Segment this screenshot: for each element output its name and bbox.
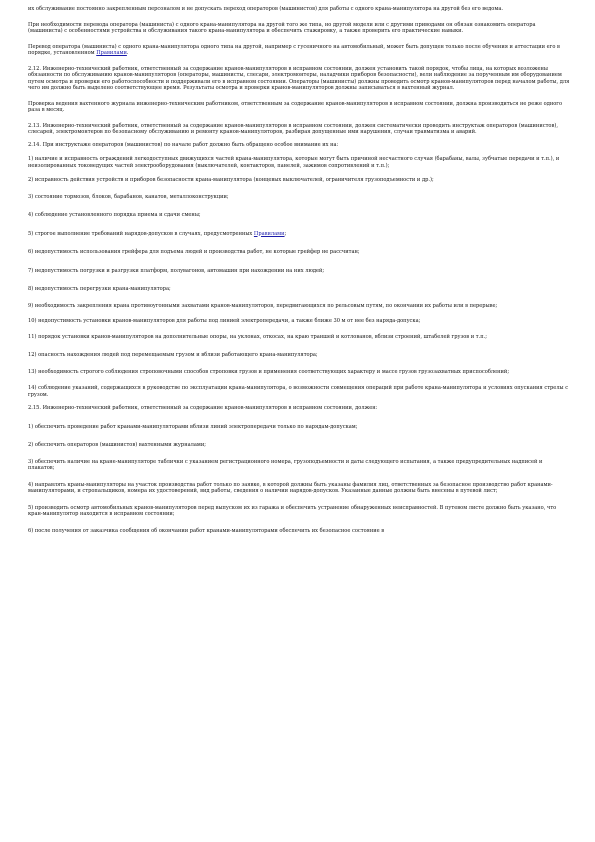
paragraph-text: 7) недопустимость погрузки и разгрузки платформ, полувагонов, автомашин при нахождении на них людей; xyxy=(28,267,325,274)
paragraph xyxy=(28,212,570,219)
paragraph-text: 5) строгое выполнение требований нарядов-допусков в случаях, предусмотренных xyxy=(28,230,254,237)
rules-link[interactable]: Правилами xyxy=(253,230,285,237)
punctuation: . xyxy=(126,50,129,56)
paragraph xyxy=(28,459,570,472)
paragraph xyxy=(28,318,570,325)
paragraph xyxy=(28,156,570,169)
paragraph-text: 12) опасность нахождения людей под перемещаемым грузом и вблизи работающего крана-манипулятора; xyxy=(28,352,318,358)
paragraph-text: 4) направлять краны-манипуляторы на участок производства работ только по заявке, в которой должны быть указаны фамилия лиц, ответственных за безопасное производство работ кранами-манипуляторами, и стропальщиков, номера их удостоверений, вид работы, сведения о наличии нарядов-допусков. Указанные данные должны быть внесены в путевой лист; xyxy=(28,481,553,494)
paragraph xyxy=(28,66,570,92)
punctuation: ; xyxy=(284,230,287,237)
paragraph-text: 2.13. Инженерно-технический работник, ответственный за содержание кранов-манипуляторов в исправном состоянии, должен систематически проводить инструктаж операторов (машинистов), слесарей, электромонтеров по безопасному обслуживанию и ремонту кранов-манипуляторов, разбирая допущенные ими нарушения, случаи травматизма и аварий. xyxy=(28,122,558,135)
paragraph-text: 2.14. При инструктаже операторов (машинистов) по начале работ должно быть обращено особое внимание их на: xyxy=(28,141,339,148)
paragraph-text: 4) соблюдение установленного порядка приема и сдачи смены; xyxy=(28,212,201,218)
paragraph xyxy=(28,6,570,13)
paragraph xyxy=(28,482,570,495)
paragraph-text: 2) обеспечить операторов (машинистов) вахтенными журналами; xyxy=(28,442,206,448)
paragraph xyxy=(28,123,570,136)
paragraph xyxy=(28,231,570,238)
paragraph-text: 2.12. Инженерно-технический работник, ответственный за содержание кранов-манипуляторов в исправном состоянии, должен установить такой порядок, чтобы лица, на которых возложены обязанности по обслуживанию кранов-манипуляторов (операторы, машинисты, слесари, электромонтеры, наладчики приборов безопасности), вели наблюдение за порученным им оборудованием путем осмотра и проверки его работоспособности и поддерживали его в исправном состоянии. Операторы (машинисты) должны проводить осмотр кранов-манипуляторов перед началом работы, для чего им должно быть выделено соответствующее время. Результаты осмотра и проверки кранов-манипуляторов должны записываться в вахтенный журнал. xyxy=(28,65,570,91)
rules-link[interactable]: Правилами xyxy=(96,50,127,56)
paragraph xyxy=(28,405,570,412)
paragraph xyxy=(28,528,570,535)
paragraph xyxy=(28,442,570,449)
paragraph xyxy=(28,369,570,376)
paragraph-text: 1) обеспечить проведение работ кранами-манипуляторами вблизи линий электропередачи только по нарядам-допускам; xyxy=(28,423,358,430)
paragraph xyxy=(28,101,570,114)
paragraph xyxy=(28,177,570,184)
paragraph-text: 6) недопустимость использования грейфера для подъема людей и производства работ, не которые грейфер не рассчитан; xyxy=(28,249,360,255)
paragraph-text: 5) производить осмотр автомобильных кранов-манипуляторов перед выпуском их из гаража и обеспечить устранение обнаруженных неисправностей. В путевом листе должно быть указано, что кран-манипулятор находится в исправном состоянии; xyxy=(28,504,557,517)
paragraph-text: 3) состояние тормозов, блоков, барабанов, канатов, металлоконструкции; xyxy=(28,193,229,200)
paragraph xyxy=(28,352,570,359)
paragraph xyxy=(28,22,570,35)
paragraph-text: Перевод оператора (машиниста) с одного крана-манипулятора одного типа на другой, например с гусеничного на автомобильный, может быть допущен только после обучения и аттестации его в порядке, установленном xyxy=(28,43,560,56)
paragraph xyxy=(28,249,570,256)
paragraph xyxy=(28,268,570,275)
paragraph-text: их обслуживание постоянно закрепленным персоналом и не допускать переход операторов (машинистов) для работы с одного крана-манипулятора на другой без его ведома. xyxy=(28,6,503,12)
paragraph-text: 8) недопустимость перегрузки крана-манипулятора; xyxy=(28,286,171,292)
paragraph-text: 6) после получения от заказчика сообщения об окончании работ кранами-манипуляторами обеспечить их безопасное состояние в xyxy=(28,527,385,534)
paragraph xyxy=(28,334,570,341)
paragraph-text: Проверка ведения вахтенного журнала инженерно-техническим работником, ответственным за содержание кранов-манипуляторов в исправном состоянии, должна производиться не реже одного раза в месяц. xyxy=(28,100,563,113)
paragraph xyxy=(28,424,570,431)
paragraph-text: 10) недопустимость установки кранов-манипуляторов для работы под линией электропередачи, а также ближе 30 м от нее без наряда-допуска; xyxy=(28,318,421,324)
paragraph-text: При необходимости перевода оператора (машиниста) с одного крана-манипулятора на другой того же типа, но другой модели или с другими приводами он обязан ознакомить оператора (машиниста) с особенностями устройства и обслуживания такого крана-манипулятора и обеспечить стажировку, а также проверить его практические навыки. xyxy=(28,21,536,34)
paragraph xyxy=(28,303,570,310)
paragraph xyxy=(28,194,570,201)
paragraph-text: 11) порядок установки кранов-манипуляторов на дополнительные опоры, на уклонах, откосах, на краю траншей и котлованов, вблизи строений, штабелей грузов и т.п.; xyxy=(28,333,487,340)
paragraph-text: 13) необходимость строгого соблюдения строповочными способов строповки грузов и применения соответствующих характеру и массе грузов грузозахватных приспособлений; xyxy=(28,368,510,375)
paragraph xyxy=(28,286,570,293)
paragraph-text: 3) обеспечить наличие на кране-манипуляторе таблички с указанием регистрационного номера, грузоподъемности и даты следующего испытания, а также предупредительных надписей и плакатов; xyxy=(28,458,543,471)
paragraph-text: 14) соблюдение указаний, содержащихся в руководстве по эксплуатации крана-манипулятора, о возможности совмещения операций при работе крана-манипулятора и условиях опускания стрелы с грузом. xyxy=(28,385,569,398)
document-page xyxy=(28,6,570,534)
paragraph-text: 2) исправность действия устройств и приборов безопасности крана-манипулятора (концевых выключателей, ограничителя грузоподъемности и др.); xyxy=(28,177,434,183)
paragraph xyxy=(28,44,570,57)
paragraph-text: 9) необходимость закрепления крана противоугонными захватами кранов-манипуляторов, передвигающихся по рельсовым путям, по окончании их работы или в перерыве; xyxy=(28,302,498,309)
paragraph xyxy=(28,505,570,518)
paragraph-text: 1) наличие и исправность ограждений легкодоступных движущихся частей крана-манипулятора, которые могут быть причиной несчастного случая (барабаны, валы, зубчатые передачи и т.п.), и неизолированных токоведущих частей электрооборудования (выключателей, контакторов, панелей, зажимов сопротивлений и т.п.); xyxy=(28,156,560,169)
paragraph-text: 2.15. Инженерно-технический работник, ответственный за содержание кранов-манипуляторов в исправном состоянии, должен: xyxy=(28,405,378,411)
paragraph xyxy=(28,142,570,149)
paragraph xyxy=(28,385,570,398)
